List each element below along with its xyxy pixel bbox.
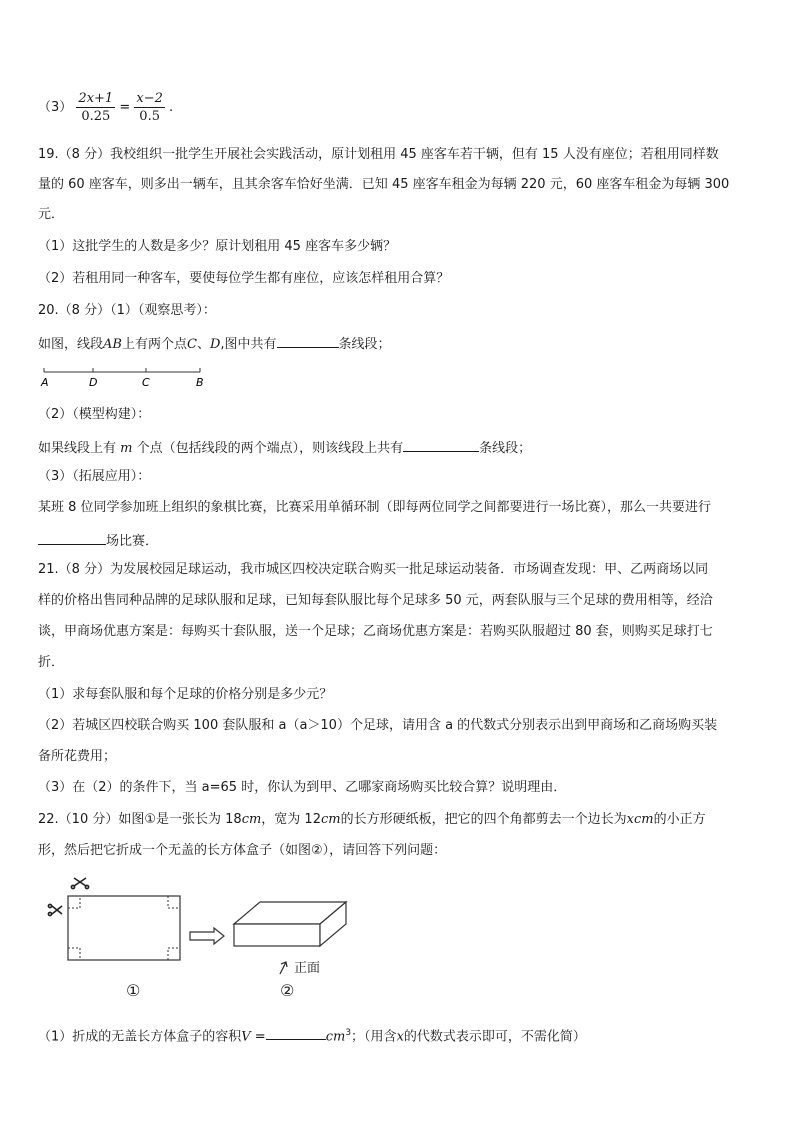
open-box: [234, 902, 346, 946]
q18-part3-label: （3）: [38, 100, 73, 115]
point-label-b: B: [196, 376, 204, 389]
q20-title: 20.（8 分）（1）（观察思考）：: [38, 303, 216, 318]
q20-model: 如果线段上有 m 个点（包括线段的两个端点），则该线段上共有 条线段；: [38, 437, 531, 458]
q19-line3: 元．: [38, 207, 65, 222]
equals-sign: =: [119, 100, 131, 115]
point-label-d: D: [89, 376, 98, 389]
q22-line2: 形，然后把它折成一个无盖的长方体盒子（如图②），请回答下列问题：: [38, 843, 447, 858]
q21-sub1: （1）求每套队服和每个足球的价格分别是多少元？: [38, 687, 333, 702]
fraction-right: $\frac{x-2}{0.5}$: [136, 91, 163, 124]
answer-blank: [277, 333, 339, 348]
q20-observe: 如图，线段AB上有两个点C、D,图中共有 条线段；: [38, 333, 391, 354]
front-arrow-icon: [280, 962, 287, 974]
figure-label-1: ①: [126, 981, 141, 1000]
q21-line4: 折．: [38, 655, 65, 670]
q21-sub3: （3）在（2）的条件下，当 a=65 时，你认为到甲、乙哪家商场购买比较合算？说明理由．: [38, 780, 567, 795]
q21-sub2-line1: （2）若城区四校联合购买 100 套队服和 a（a＞10）个足球，请用含 a 的代数式分别表示出到甲商场和乙商场购买装: [38, 718, 718, 733]
front-label: 正面: [294, 961, 321, 976]
q20-sub2: （2）（模型构建）：: [38, 407, 151, 422]
arrow-right-icon: [190, 928, 224, 944]
q21-sub2-line2: 备所花费用；: [38, 749, 117, 764]
cardboard-rectangle: [68, 896, 180, 960]
q20-app-line2: 场比赛．: [38, 530, 158, 551]
q21-line1: 21.（8 分）为发展校园足球运动，我市城区四校决定联合购买一批足球运动装备．市场调查发现：甲、乙两商场以同: [38, 562, 709, 577]
q21-line3: 谈，甲商场优惠方案是：每购买十套队服，送一个足球；乙商场优惠方案是：若购买队服超过 80 套，则购买足球打七: [38, 624, 713, 639]
q22-line1: 22.（10 分）如图①是一张长为 18cm，宽为 12cm的长方形硬纸板，把它的四个角都剪去一个边长为xcm的小正方: [38, 812, 706, 827]
figure-label-2: ②: [280, 981, 295, 1000]
q22-sub1: （1）折成的无盖长方体盒子的容积$V = cm^3$；（用含x的代数式表示即可，不需化简）: [38, 1024, 586, 1046]
q21-line2: 样的价格出售同种品牌的足球队服和足球，已知每套队服比每个足球多 50 元，两套队服与三个足球的费用相等，经洽: [38, 593, 713, 608]
q19-line1: 19.（8 分）我校组织一批学生开展社会实践活动，原计划租用 45 座客车若干辆，但有 15 人没有座位；若租用同样数: [38, 147, 719, 162]
cardboard-figure: [44, 876, 364, 1004]
answer-blank: [403, 437, 479, 452]
point-label-c: C: [142, 376, 150, 389]
point-label-a: A: [41, 376, 49, 389]
q20-sub3: （3）（拓展应用）：: [38, 469, 151, 484]
corner-squares: [68, 896, 180, 960]
answer-blank: [266, 1025, 326, 1040]
answer-blank: [38, 530, 106, 545]
q19-sub1: （1）这批学生的人数是多少？原计划租用 45 座客车多少辆？: [38, 239, 397, 254]
q18-part3: （3） $\frac{2x+1}{0.25}$ = $\frac{x-2}{0.5}$ .: [38, 91, 174, 124]
q19-sub2: （2）若租用同一种客车，要使每位学生都有座位，应该怎样租用合算？: [38, 271, 450, 286]
fraction-left: $\frac{2x+1}{0.25}$: [78, 91, 114, 124]
q20-app-line1: 某班 8 位同学参加班上组织的象棋比赛，比赛采用单循环制（即每两位同学之间都要进行一场比赛），那么一共要进行: [38, 500, 712, 515]
q19-line2: 量的 60 座客车，则多出一辆车，且其余客车恰好坐满．已知 45 座客车租金为每辆 220 元，60 座客车租金为每辆 300: [38, 177, 730, 192]
segment-figure: [36, 366, 216, 390]
